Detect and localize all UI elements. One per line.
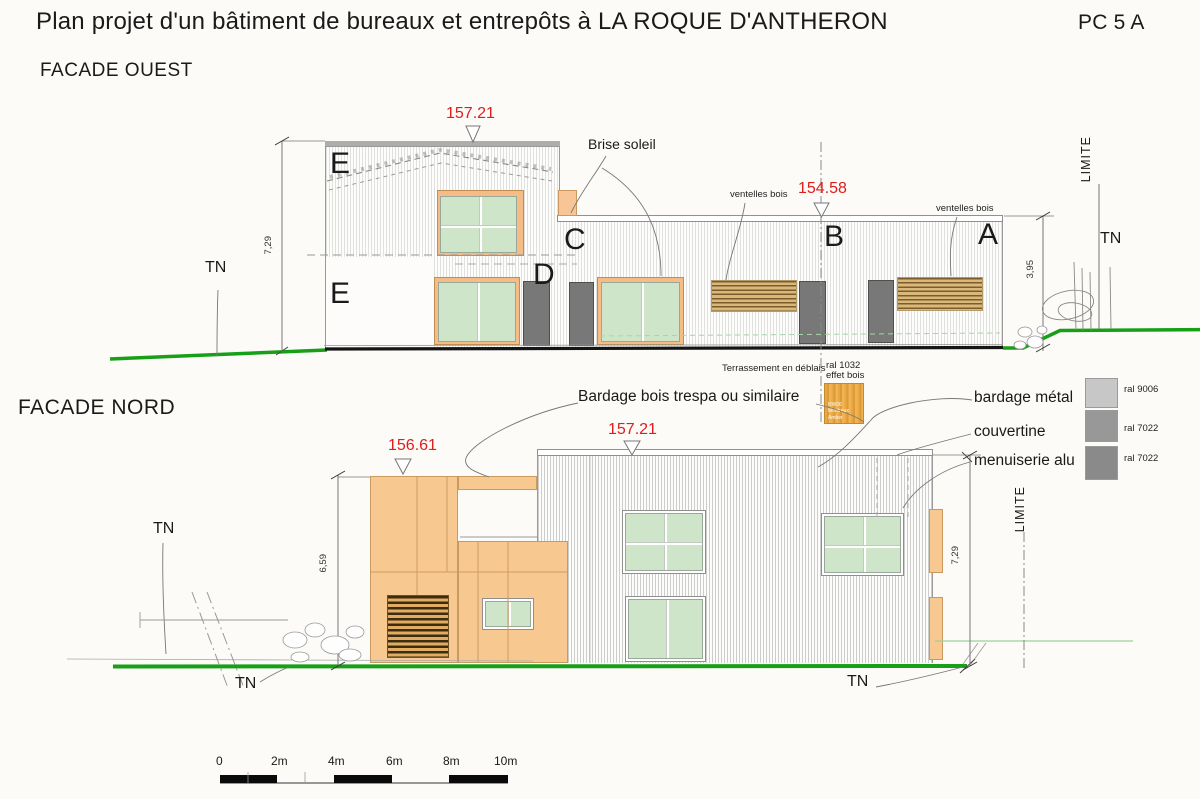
scale-bar xyxy=(220,772,508,783)
legend-ral-7022-b: ral 7022 xyxy=(1124,453,1159,464)
north-tn-left: TN xyxy=(153,520,175,537)
brise-soleil-label: Brise soleil xyxy=(588,136,656,152)
north-elev-roof: 157.21 xyxy=(608,421,657,438)
scale-label-2m: 2m xyxy=(271,754,288,768)
north-ground-lines xyxy=(67,641,1133,673)
west-zone-a: A xyxy=(978,218,999,251)
bardage-bois-label: Bardage bois trespa ou similaire xyxy=(578,388,800,405)
west-dim-height: 7,29 xyxy=(263,236,274,255)
west-zone-e-lower: E xyxy=(330,277,351,310)
west-zone-d: D xyxy=(533,258,555,291)
scale-label-4m: 4m xyxy=(328,754,345,768)
west-facade-heading: FACADE OUEST xyxy=(40,60,193,81)
scale-label-6m: 6m xyxy=(386,754,403,768)
terrassement-label: Terrassement en déblais xyxy=(722,363,826,374)
north-elev-left: 156.61 xyxy=(388,437,437,454)
west-zone-e-upper: E xyxy=(330,147,351,180)
ventelles-bois-label-right: ventelles bois xyxy=(936,203,994,214)
north-orange-panel-joints xyxy=(371,477,567,662)
west-elev-ridge: 157.21 xyxy=(446,105,495,122)
west-gable-roof-lines xyxy=(327,147,553,190)
north-limite-label: LIMITE xyxy=(1013,486,1027,533)
north-cladding-joints xyxy=(590,456,908,663)
north-tn-bottom-right: TN xyxy=(847,673,869,690)
west-tn-right: TN xyxy=(1100,230,1122,247)
west-limite-label: LIMITE xyxy=(1079,136,1093,183)
wood-swatch-caption: NW06 Montreux Amber xyxy=(828,401,849,421)
sheet-title: Plan projet d'un bâtiment de bureaux et entrepôts à LA ROQUE D'ANTHERON xyxy=(36,8,888,35)
legend-ral-7022-a: ral 7022 xyxy=(1124,423,1159,434)
west-zone-c: C xyxy=(564,223,586,256)
scale-label-0: 0 xyxy=(216,754,223,768)
west-zone-b: B xyxy=(824,220,845,253)
west-dim-right: 3,95 xyxy=(1025,260,1036,279)
west-elev-low: 154.58 xyxy=(798,180,847,197)
legend-label-menuiserie-alu: menuiserie alu xyxy=(974,452,1075,469)
north-dim-right: 7,29 xyxy=(950,546,961,565)
rock-sketch-north xyxy=(283,623,364,662)
ventelles-bois-label-left: ventelles bois xyxy=(730,189,788,200)
terrain-marks xyxy=(140,592,288,688)
legend-label-bardage-metal: bardage métal xyxy=(974,389,1074,406)
doc-ref: PC 5 A xyxy=(1078,11,1145,34)
scale-label-10m: 10m xyxy=(494,754,518,768)
west-terrain-dashed-green xyxy=(600,333,1000,336)
bush-sketch xyxy=(1040,262,1111,330)
north-dim-left: 6,59 xyxy=(318,554,329,573)
legend-ral-9006: ral 9006 xyxy=(1124,384,1159,395)
scale-label-8m: 8m xyxy=(443,754,460,768)
west-tn-left: TN xyxy=(205,259,227,276)
legend-label-couvertine: couvertine xyxy=(974,423,1046,440)
north-facade-heading: FACADE NORD xyxy=(18,396,176,419)
north-tn-bottom-left: TN xyxy=(235,675,257,692)
ral-1032-label: ral 1032 effet bois xyxy=(826,360,865,381)
